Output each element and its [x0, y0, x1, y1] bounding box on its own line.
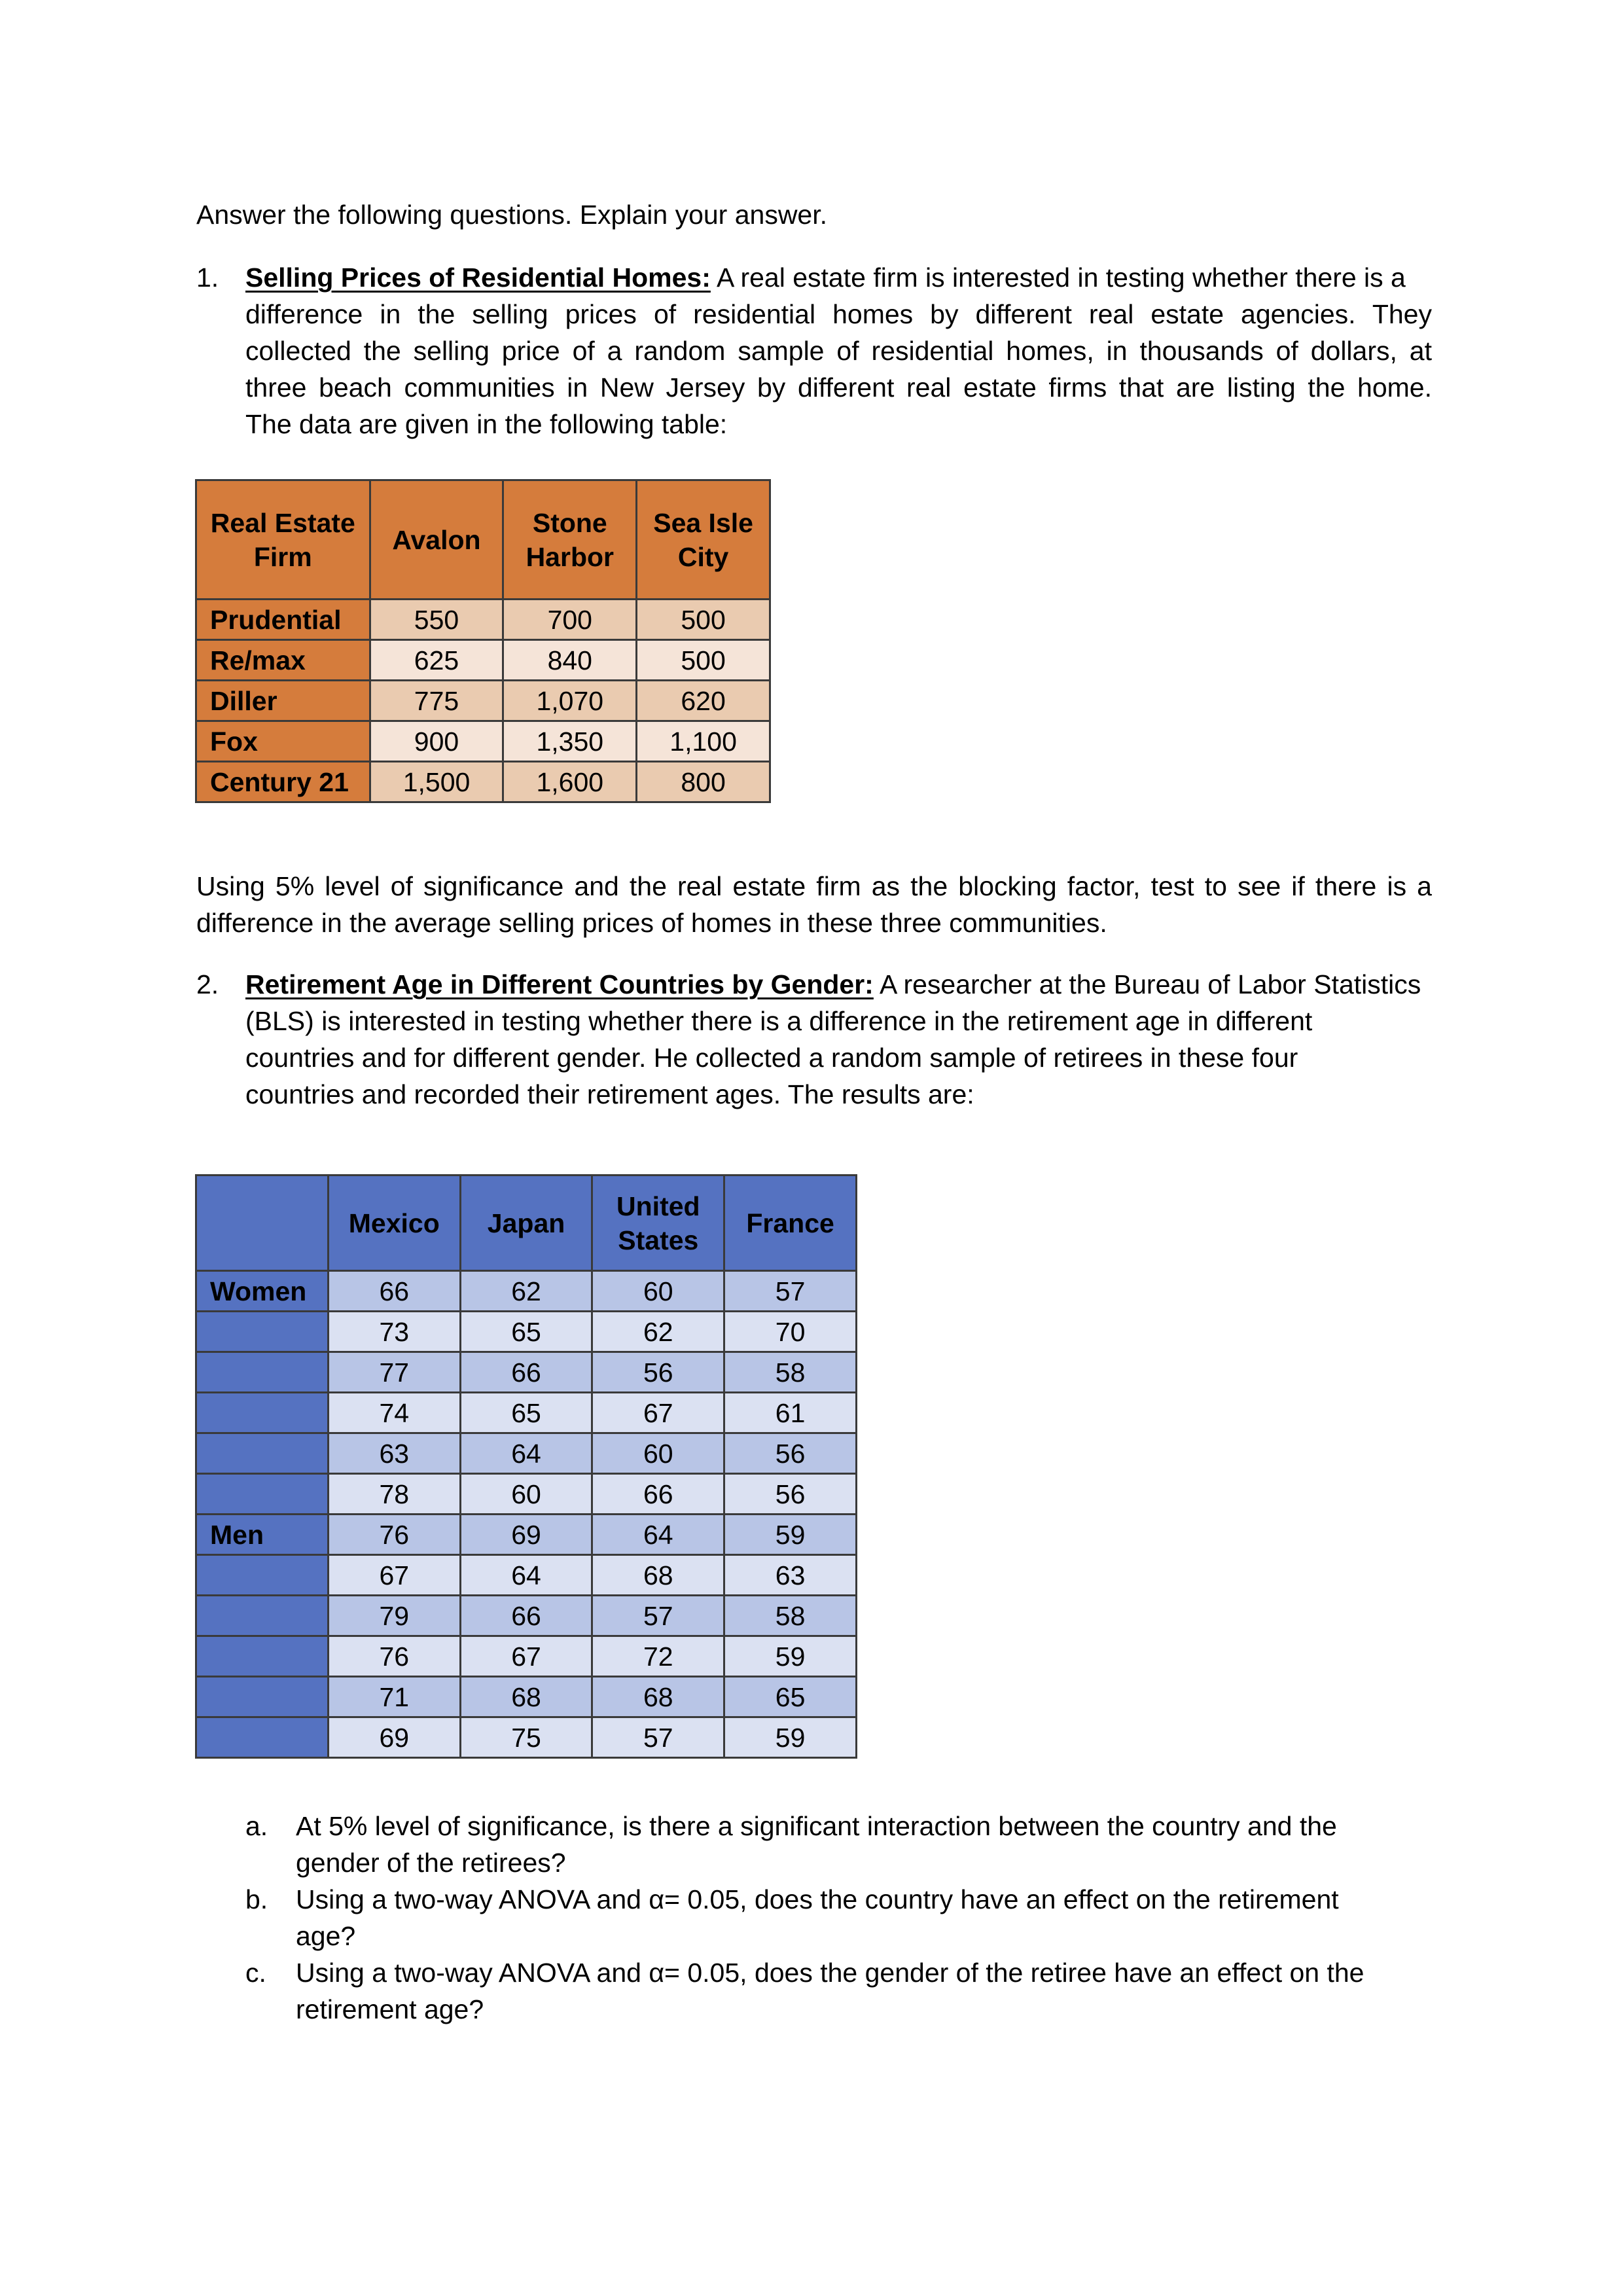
- row-label: Diller: [196, 681, 370, 721]
- table-cell: 620: [637, 681, 770, 721]
- table-cell: 64: [460, 1555, 592, 1596]
- table-cell: 775: [370, 681, 503, 721]
- row-label: Century 21: [196, 762, 370, 802]
- table-cell: 59: [724, 1717, 857, 1758]
- column-header-blank: [196, 1175, 329, 1271]
- table-cell: 1,100: [637, 721, 770, 762]
- table-cell: 59: [724, 1636, 857, 1677]
- table-cell: 56: [724, 1433, 857, 1474]
- column-header-united-states: United States: [592, 1175, 724, 1271]
- question-2-heading: Retirement Age in Different Countries by Gender:: [245, 969, 874, 999]
- question-2-line: (BLS) is interested in testing whether there is a difference in the retirement age in different: [245, 1006, 1313, 1036]
- question-2-line: countries and recorded their retirement ages. The results are:: [245, 1079, 974, 1109]
- table-cell: 69: [328, 1717, 460, 1758]
- table-row: [196, 1515, 857, 1555]
- row-label: Prudential: [196, 600, 370, 640]
- table-cell: 57: [724, 1271, 857, 1312]
- table-row: [196, 1677, 857, 1717]
- table-cell: 63: [724, 1555, 857, 1596]
- row-label: [196, 1393, 329, 1433]
- question-1-line: difference in the selling prices of residential homes by different real estate agencies. They: [245, 299, 1432, 329]
- subquestion-c: [245, 1954, 1423, 2028]
- subquestion-line: At 5% level of significance, is there a significant interaction between the country and the: [296, 1811, 1337, 1841]
- table-cell: 625: [370, 640, 503, 681]
- table-cell: 75: [460, 1717, 592, 1758]
- table-cell: 59: [724, 1515, 857, 1555]
- subquestion-label: b.: [245, 1884, 268, 1914]
- table-cell: 66: [592, 1474, 724, 1515]
- column-header-sea-isle-city: Sea Isle City: [637, 480, 770, 600]
- column-header-avalon: Avalon: [370, 480, 503, 600]
- row-label: [196, 1352, 329, 1393]
- table-cell: 700: [503, 600, 637, 640]
- column-header-japan: Japan: [460, 1175, 592, 1271]
- table-cell: 58: [724, 1596, 857, 1636]
- table-cell: 500: [637, 640, 770, 681]
- table-cell: 1,500: [370, 762, 503, 802]
- table-cell: 65: [724, 1677, 857, 1717]
- table-cell: 60: [592, 1271, 724, 1312]
- question-2-number: 2.: [196, 969, 219, 999]
- table-cell: 64: [592, 1515, 724, 1555]
- table-cell: 67: [592, 1393, 724, 1433]
- table-cell: 69: [460, 1515, 592, 1555]
- question-2: [196, 966, 1432, 1113]
- question-1-line: collected the selling price of a random sample of residential homes, in thousands of dollars, at: [245, 336, 1432, 366]
- table-cell: 500: [637, 600, 770, 640]
- table-row: [196, 640, 770, 681]
- table-cell: 79: [328, 1596, 460, 1636]
- selling-prices-table: [195, 479, 771, 803]
- subquestion-a: [245, 1808, 1423, 1881]
- retirement-age-table: [195, 1174, 857, 1759]
- table-row: [196, 1636, 857, 1677]
- table-cell: 65: [460, 1312, 592, 1352]
- table-row: [196, 1312, 857, 1352]
- row-label: [196, 1596, 329, 1636]
- subquestion-line: Using a two-way ANOVA and α= 0.05, does the gender of the retiree have an effect on the: [296, 1958, 1364, 1988]
- table-cell: 1,350: [503, 721, 637, 762]
- table-cell: 840: [503, 640, 637, 681]
- table-cell: 78: [328, 1474, 460, 1515]
- row-label: Women: [196, 1271, 329, 1312]
- table-cell: 1,600: [503, 762, 637, 802]
- row-label: Fox: [196, 721, 370, 762]
- table-cell: 68: [592, 1555, 724, 1596]
- table-row: [196, 600, 770, 640]
- question-1: [196, 259, 1432, 442]
- table-cell: 60: [460, 1474, 592, 1515]
- subquestion-label: a.: [245, 1811, 268, 1841]
- row-label: [196, 1555, 329, 1596]
- table-cell: 76: [328, 1515, 460, 1555]
- table-row: [196, 1555, 857, 1596]
- subquestion-line: age?: [296, 1921, 356, 1951]
- table-row: [196, 1596, 857, 1636]
- instructions: Answer the following questions. Explain your answer.: [196, 200, 828, 230]
- table-row: [196, 1433, 857, 1474]
- table-cell: 67: [460, 1636, 592, 1677]
- question-2-line: A researcher at the Bureau of Labor Statistics: [873, 969, 1421, 999]
- table-cell: 61: [724, 1393, 857, 1433]
- row-label: [196, 1474, 329, 1515]
- column-header-firm: Real Estate Firm: [196, 480, 370, 600]
- table-cell: 66: [328, 1271, 460, 1312]
- table-cell: 72: [592, 1636, 724, 1677]
- question-2-line: countries and for different gender. He collected a random sample of retirees in these four: [245, 1043, 1298, 1073]
- table-cell: 64: [460, 1433, 592, 1474]
- table-cell: 1,070: [503, 681, 637, 721]
- table-cell: 68: [592, 1677, 724, 1717]
- table-cell: 57: [592, 1596, 724, 1636]
- table-cell: 67: [328, 1555, 460, 1596]
- subquestion-line: retirement age?: [296, 1994, 484, 2024]
- row-label: [196, 1636, 329, 1677]
- question-1-line: The data are given in the following table:: [245, 409, 728, 439]
- row-label: [196, 1433, 329, 1474]
- row-label: Re/max: [196, 640, 370, 681]
- question-1-line: three beach communities in New Jersey by different real estate firms that are listing the home.: [245, 372, 1432, 403]
- table-cell: 62: [592, 1312, 724, 1352]
- subquestion-b: [245, 1881, 1423, 1954]
- table-cell: 60: [592, 1433, 724, 1474]
- table-cell: 73: [328, 1312, 460, 1352]
- subquestion-label: c.: [245, 1958, 266, 1988]
- table-cell: 76: [328, 1636, 460, 1677]
- question-1-number: 1.: [196, 262, 219, 293]
- subquestion-line: gender of the retirees?: [296, 1848, 566, 1878]
- table-row: [196, 721, 770, 762]
- table-cell: 70: [724, 1312, 857, 1352]
- table-header-row: [196, 1175, 857, 1271]
- table-row: [196, 681, 770, 721]
- row-label: [196, 1312, 329, 1352]
- table-cell: 56: [592, 1352, 724, 1393]
- table-cell: 71: [328, 1677, 460, 1717]
- table-cell: 66: [460, 1596, 592, 1636]
- table-cell: 550: [370, 600, 503, 640]
- table-cell: 900: [370, 721, 503, 762]
- question-1-heading: Selling Prices of Residential Homes:: [245, 262, 711, 293]
- table-cell: 65: [460, 1393, 592, 1433]
- table-cell: 58: [724, 1352, 857, 1393]
- table-cell: 57: [592, 1717, 724, 1758]
- subquestion-line: Using a two-way ANOVA and α= 0.05, does the country have an effect on the retirement: [296, 1884, 1339, 1914]
- table-cell: 68: [460, 1677, 592, 1717]
- column-header-mexico: Mexico: [328, 1175, 460, 1271]
- question-1-followup: [196, 868, 1432, 941]
- table-row: [196, 1393, 857, 1433]
- followup-line: Using 5% level of significance and the real estate firm as the blocking factor, test to see if there is a: [196, 871, 1432, 901]
- row-label: [196, 1717, 329, 1758]
- table-row: [196, 1717, 857, 1758]
- table-row: [196, 762, 770, 802]
- table-row: [196, 1352, 857, 1393]
- column-header-france: France: [724, 1175, 857, 1271]
- table-cell: 63: [328, 1433, 460, 1474]
- table-cell: 74: [328, 1393, 460, 1433]
- table-cell: 77: [328, 1352, 460, 1393]
- row-label: [196, 1677, 329, 1717]
- row-label: Men: [196, 1515, 329, 1555]
- table-cell: 800: [637, 762, 770, 802]
- question-1-line: A real estate firm is interested in testing whether there is a: [710, 262, 1406, 293]
- table-cell: 62: [460, 1271, 592, 1312]
- table-row: [196, 1474, 857, 1515]
- table-row: [196, 1271, 857, 1312]
- table-cell: 56: [724, 1474, 857, 1515]
- column-header-stone-harbor: Stone Harbor: [503, 480, 637, 600]
- table-header-row: [196, 480, 770, 600]
- followup-line: difference in the average selling prices of homes in these three communities.: [196, 908, 1107, 938]
- table-cell: 66: [460, 1352, 592, 1393]
